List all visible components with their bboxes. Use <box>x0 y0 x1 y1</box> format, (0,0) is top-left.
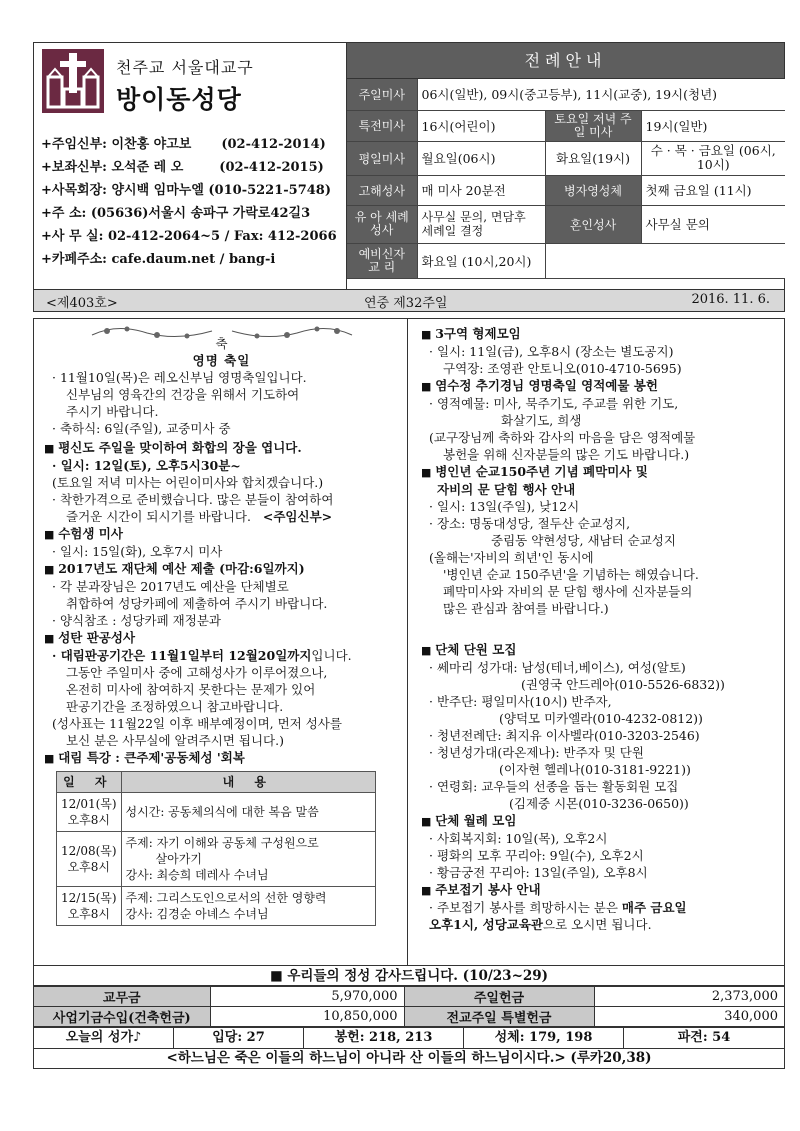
recruitment-line: · 반주단: 평일미사(10시) 반주자, <box>429 694 612 709</box>
recruitment-line: (김제중 시몬(010-3236-0650)) <box>509 796 689 811</box>
offering-report <box>33 966 785 1069</box>
issue-date: 2016. 11. 6. <box>691 292 770 307</box>
martyr-line: '병인년 순교 150주년'을 기념하는 해였습니다. <box>443 567 699 582</box>
hymn-entrance: 입당: 27 <box>174 1028 304 1048</box>
offering-value: 10,850,000 <box>210 1007 404 1027</box>
left-column <box>34 319 408 965</box>
monthly-meeting-line: · 사회복지회: 10일(목), 오후2시 <box>429 831 608 846</box>
budget-line: · 각 분과장님은 2017년도 예산을 단체별로 <box>52 579 289 594</box>
hymn-communion: 성체: 179, 198 <box>464 1028 624 1048</box>
lecture-date: 12/08(목) 오후8시 <box>57 832 122 887</box>
empty-cell <box>545 243 785 278</box>
pastor-signature: <주임신부> <box>262 509 333 524</box>
special-mass-value: 16시(어린이) <box>417 110 545 141</box>
feast-line: · 축하식: 6일(주일), 교중미사 중 <box>52 421 231 436</box>
parish-info <box>34 43 346 289</box>
sick-communion-label: 병자영성체 <box>545 175 641 205</box>
martyr-line: · 장소: 명동대성당, 절두산 순교성지, <box>429 516 631 531</box>
offering-value: 340,000 <box>594 1007 784 1027</box>
laity-sunday-heading: ■ 평신도 주일을 맞이하여 화합의 장을 엽니다. <box>44 439 399 457</box>
sat-evening-value: 19시(일반) <box>641 110 785 141</box>
recruitment-line: · 연령회: 교우들의 선종을 돕는 활동회원 모집 <box>429 779 679 794</box>
lecture-head-content: 내 용 <box>121 772 375 793</box>
cardinal-feast-heading: ■ 염수정 추기경님 영명축일 영적예물 봉헌 <box>421 377 776 395</box>
laity-sunday-line: (토요일 저녁 미사는 어린이미사와 합치겠습니다.) <box>52 475 324 490</box>
martyr-anniversary-heading: ■ 병인년 순교150주년 기념 폐막미사 및 <box>421 463 776 481</box>
offering-table <box>34 986 784 1027</box>
table-row <box>57 887 376 926</box>
weekday-mass-label: 평일미사 <box>347 141 417 175</box>
district-meeting-heading: ■ 3구역 형제모임 <box>421 325 776 343</box>
assistant-phone: (02-412-2015) <box>219 160 324 175</box>
infant-baptism-value: 사무실 문의, 면담후 세례일 결정 <box>417 205 545 243</box>
church-logo-icon <box>42 49 104 113</box>
cardinal-feast-line: 봉헌을 위해 신자분들의 많은 기도 바랍니다.) <box>443 447 690 462</box>
liturgy-schedule <box>346 43 784 289</box>
scripture-verse: <하느님은 죽은 이들의 하느님이 아니라 산 이들의 하느님이시다.> (루카20,38) <box>34 1048 784 1068</box>
recruitment-line: · 쎄마리 성가대: 남성(테너,베이스), 여성(알토) <box>429 660 686 675</box>
council-line: +사목회장: 양시백 임마누엘 (010-5221-5748) <box>41 183 331 198</box>
feast-line: 주시기 바랍니다. <box>66 404 159 419</box>
recruitment-line: (권영국 안드레아(010-5526-6832)) <box>521 677 725 692</box>
lecture-content: 성시간: 공동체의식에 대한 복음 말씀 <box>121 793 375 832</box>
sat-evening-label: 토요일 저녁 주일 미사 <box>545 110 641 141</box>
feast-line: · 11월10일(목)은 레오신부님 영명축일입니다. <box>52 370 307 385</box>
contact-list <box>41 133 337 271</box>
advent-lecture-heading: ■ 대림 특강 : 큰주제'공동체성 '회복 <box>44 749 399 767</box>
table-row <box>57 832 376 887</box>
bulletin-folding-line: · 주보접기 봉사를 희망하시는 분은 매주 금요일 <box>429 900 687 915</box>
wedding-value: 사무실 문의 <box>641 205 785 243</box>
martyr-anniversary-subheading: 자비의 문 닫힘 행사 안내 <box>437 482 576 497</box>
laity-sunday-line: 즐거운 시간이 되시기를 바랍니다. <주임신부> <box>66 509 333 524</box>
hymn-dismissal: 파견: 54 <box>677 1030 731 1045</box>
feast-line: 신부님의 영육간의 건강을 위해서 기도하여 <box>66 387 300 402</box>
parish-title <box>116 55 254 116</box>
wedding-label: 혼인성사 <box>545 205 641 243</box>
bulletin <box>33 42 785 1069</box>
confession-line: 보신 분은 사무실에 알려주시면 됩니다.) <box>66 733 284 748</box>
christmas-confession-heading: ■ 성탄 판공성사 <box>44 629 399 647</box>
feast-title: 영명 축일 <box>192 353 251 368</box>
martyr-line: 중림동 약현성당, 새남터 순교성지 <box>491 533 676 548</box>
confession-period-line: · 대림판공기간은 11월1일부터 12월20일까지입니다. <box>52 648 352 663</box>
assistant-line: +보좌신부: 오석준 레 오 (02-412-2015) <box>41 160 324 175</box>
district-meeting-line: · 일시: 11일(금), 오후8시 (장소는 별도공지) <box>429 344 674 359</box>
recruitment-line: (이자현 헬레나(010-3181-9221)) <box>499 762 691 777</box>
offering-label: 교무금 <box>34 987 210 1007</box>
offering-title: ■ 우리들의 정성 감사드립니다. (10/23~29) <box>34 966 784 986</box>
catechumen-label: 예비신자 교 리 <box>347 243 417 278</box>
martyr-line: 많은 관심과 참여를 바랍니다.) <box>443 601 609 616</box>
offering-label: 주일헌금 <box>404 987 594 1007</box>
sunday-mass-value: 06시(일반), 09시(중고등부), 11시(교중), 19시(청년) <box>417 79 785 110</box>
recruitment-line: · 청년성가대(라온제나): 반주자 및 단원 <box>429 745 644 760</box>
table-row <box>34 1007 784 1027</box>
hymn-label: 오늘의 성가♪ <box>34 1028 174 1048</box>
church-name: 방이동성당 <box>116 85 242 114</box>
pastor-line: +주임신부: 이찬홍 야고보 (02-412-2014) <box>41 137 326 152</box>
bulletin-folding-line: 오후1시, 성당교육관으로 오시면 됩니다. <box>429 917 652 932</box>
martyr-line: · 일시: 13일(주일), 낮12시 <box>429 499 580 514</box>
liturgical-sunday: 연중 제32주일 <box>364 296 448 311</box>
cafe-line: +카페주소: cafe.daum.net / bang-i <box>41 252 276 267</box>
offering-value: 2,373,000 <box>594 987 784 1007</box>
exam-mass-heading: ■ 수험생 미사 <box>44 525 399 543</box>
issue-bar <box>33 290 785 312</box>
address-line: +주 소: (05636)서울시 송파구 가락로42길3 <box>41 206 311 221</box>
confession-label: 고해성사 <box>347 175 417 205</box>
confession-value: 매 미사 20분전 <box>417 175 545 205</box>
confession-line: 온전히 미사에 참여하지 못한다는 문제가 있어 <box>66 682 316 697</box>
hymn-offertory: 봉헌: 218, 213 <box>304 1028 464 1048</box>
offering-label: 전교주일 특별헌금 <box>404 1007 594 1027</box>
cardinal-feast-line: · 영적예물: 미사, 묵주기도, 주교를 위한 기도, <box>429 396 679 411</box>
special-mass-label: 특전미사 <box>347 110 417 141</box>
table-row <box>34 987 784 1007</box>
budget-line: 취합하여 성당카페에 제출하여 주시기 바랍니다. <box>66 596 328 611</box>
office-line: +사 무 실: 02-412-2064~5 / Fax: 412-2066 <box>41 229 337 244</box>
schedule-table <box>347 79 785 279</box>
martyr-line: 폐막미사와 자비의 문 닫힘 행사에 신자분들의 <box>443 584 693 599</box>
bulletin-folding-heading: ■ 주보접기 봉사 안내 <box>421 881 776 899</box>
confession-line: 그동안 주일미사 중에 고해성사가 이루어졌으나, <box>66 665 328 680</box>
lecture-head-date: 일 자 <box>57 772 122 793</box>
exam-mass-line: · 일시: 15일(화), 오후7시 미사 <box>52 544 223 559</box>
sunday-mass-label: 주일미사 <box>347 79 417 110</box>
diocese-name: 천주교 서울대교구 <box>116 58 254 77</box>
sick-communion-value: 첫째 금요일 (11시) <box>641 175 785 205</box>
cardinal-feast-line: (교구장님께 축하와 감사의 마음을 담은 영적예물 <box>429 430 696 445</box>
recruitment-heading: ■ 단체 단원 모집 <box>421 641 776 659</box>
recruitment-line: · 청년전례단: 최지유 이사벨라(010-3203-2546) <box>429 728 700 743</box>
confession-line: 판공기간을 조정하였으니 참고바랍니다. <box>66 699 284 714</box>
weekday-other: 수 · 목 · 금요일 (06시, 10시) <box>641 141 785 175</box>
monthly-meeting-line: · 평화의 모후 꾸리아: 9일(수), 오후2시 <box>429 848 644 863</box>
right-column <box>409 319 784 965</box>
news-body <box>33 318 785 966</box>
header <box>33 42 785 290</box>
offering-label: 사업기금수입(건축헌금) <box>34 1007 210 1027</box>
laity-sunday-line: · 착한가격으로 준비했습니다. 많은 분들이 참여하여 <box>52 492 334 507</box>
lecture-table <box>56 771 376 926</box>
monthly-meeting-heading: ■ 단체 월례 모임 <box>421 812 776 830</box>
lecture-content: 주제: 그리스도인으로서의 선한 영향력 강사: 김경순 아녜스 수녀님 <box>121 887 375 926</box>
issue-number: <제403호> <box>46 296 118 311</box>
district-meeting-line: 구역장: 조영관 안토니오(010-4710-5695) <box>443 361 682 376</box>
table-row <box>57 793 376 832</box>
lecture-date: 12/15(목) 오후8시 <box>57 887 122 926</box>
schedule-title: 전례안내 <box>347 43 784 79</box>
catechumen-value: 화요일 (10시,20시) <box>417 243 545 278</box>
celebrate-mark: 축 <box>215 336 228 351</box>
weekday-mon: 월요일(06시) <box>417 141 545 175</box>
martyr-line: (올해는'자비의 희년'인 동시에 <box>429 550 594 565</box>
laity-sunday-date: · 일시: 12일(토), 오후5시30분~ <box>52 458 241 473</box>
weekday-tue: 화요일(19시) <box>545 141 641 175</box>
pastor-phone: (02-412-2014) <box>221 137 326 152</box>
cardinal-feast-line: 화살기도, 희생 <box>501 413 582 428</box>
confession-line: (성사표는 11월22일 이후 배부예정이며, 먼저 성사를 <box>52 716 342 731</box>
hymn-row <box>34 1027 784 1048</box>
lecture-date: 12/01(목) 오후8시 <box>57 793 122 832</box>
budget-line: · 양식참조 : 성당카페 재정분과 <box>52 613 221 628</box>
recruitment-line: (양덕모 미카엘라(010-4232-0812)) <box>499 711 703 726</box>
lecture-content: 주제: 자기 이해와 공동체 구성원으로 살아가기 강사: 최승희 데레사 수녀님 <box>121 832 375 887</box>
budget-heading: ■ 2017년도 재단체 예산 제출 (마감:6일까지) <box>44 560 399 578</box>
offering-value: 5,970,000 <box>210 987 404 1007</box>
monthly-meeting-line: · 황금궁전 꾸리아: 13일(주일), 오후8시 <box>429 865 648 880</box>
infant-baptism-label: 유 아 세례성사 <box>347 205 417 243</box>
